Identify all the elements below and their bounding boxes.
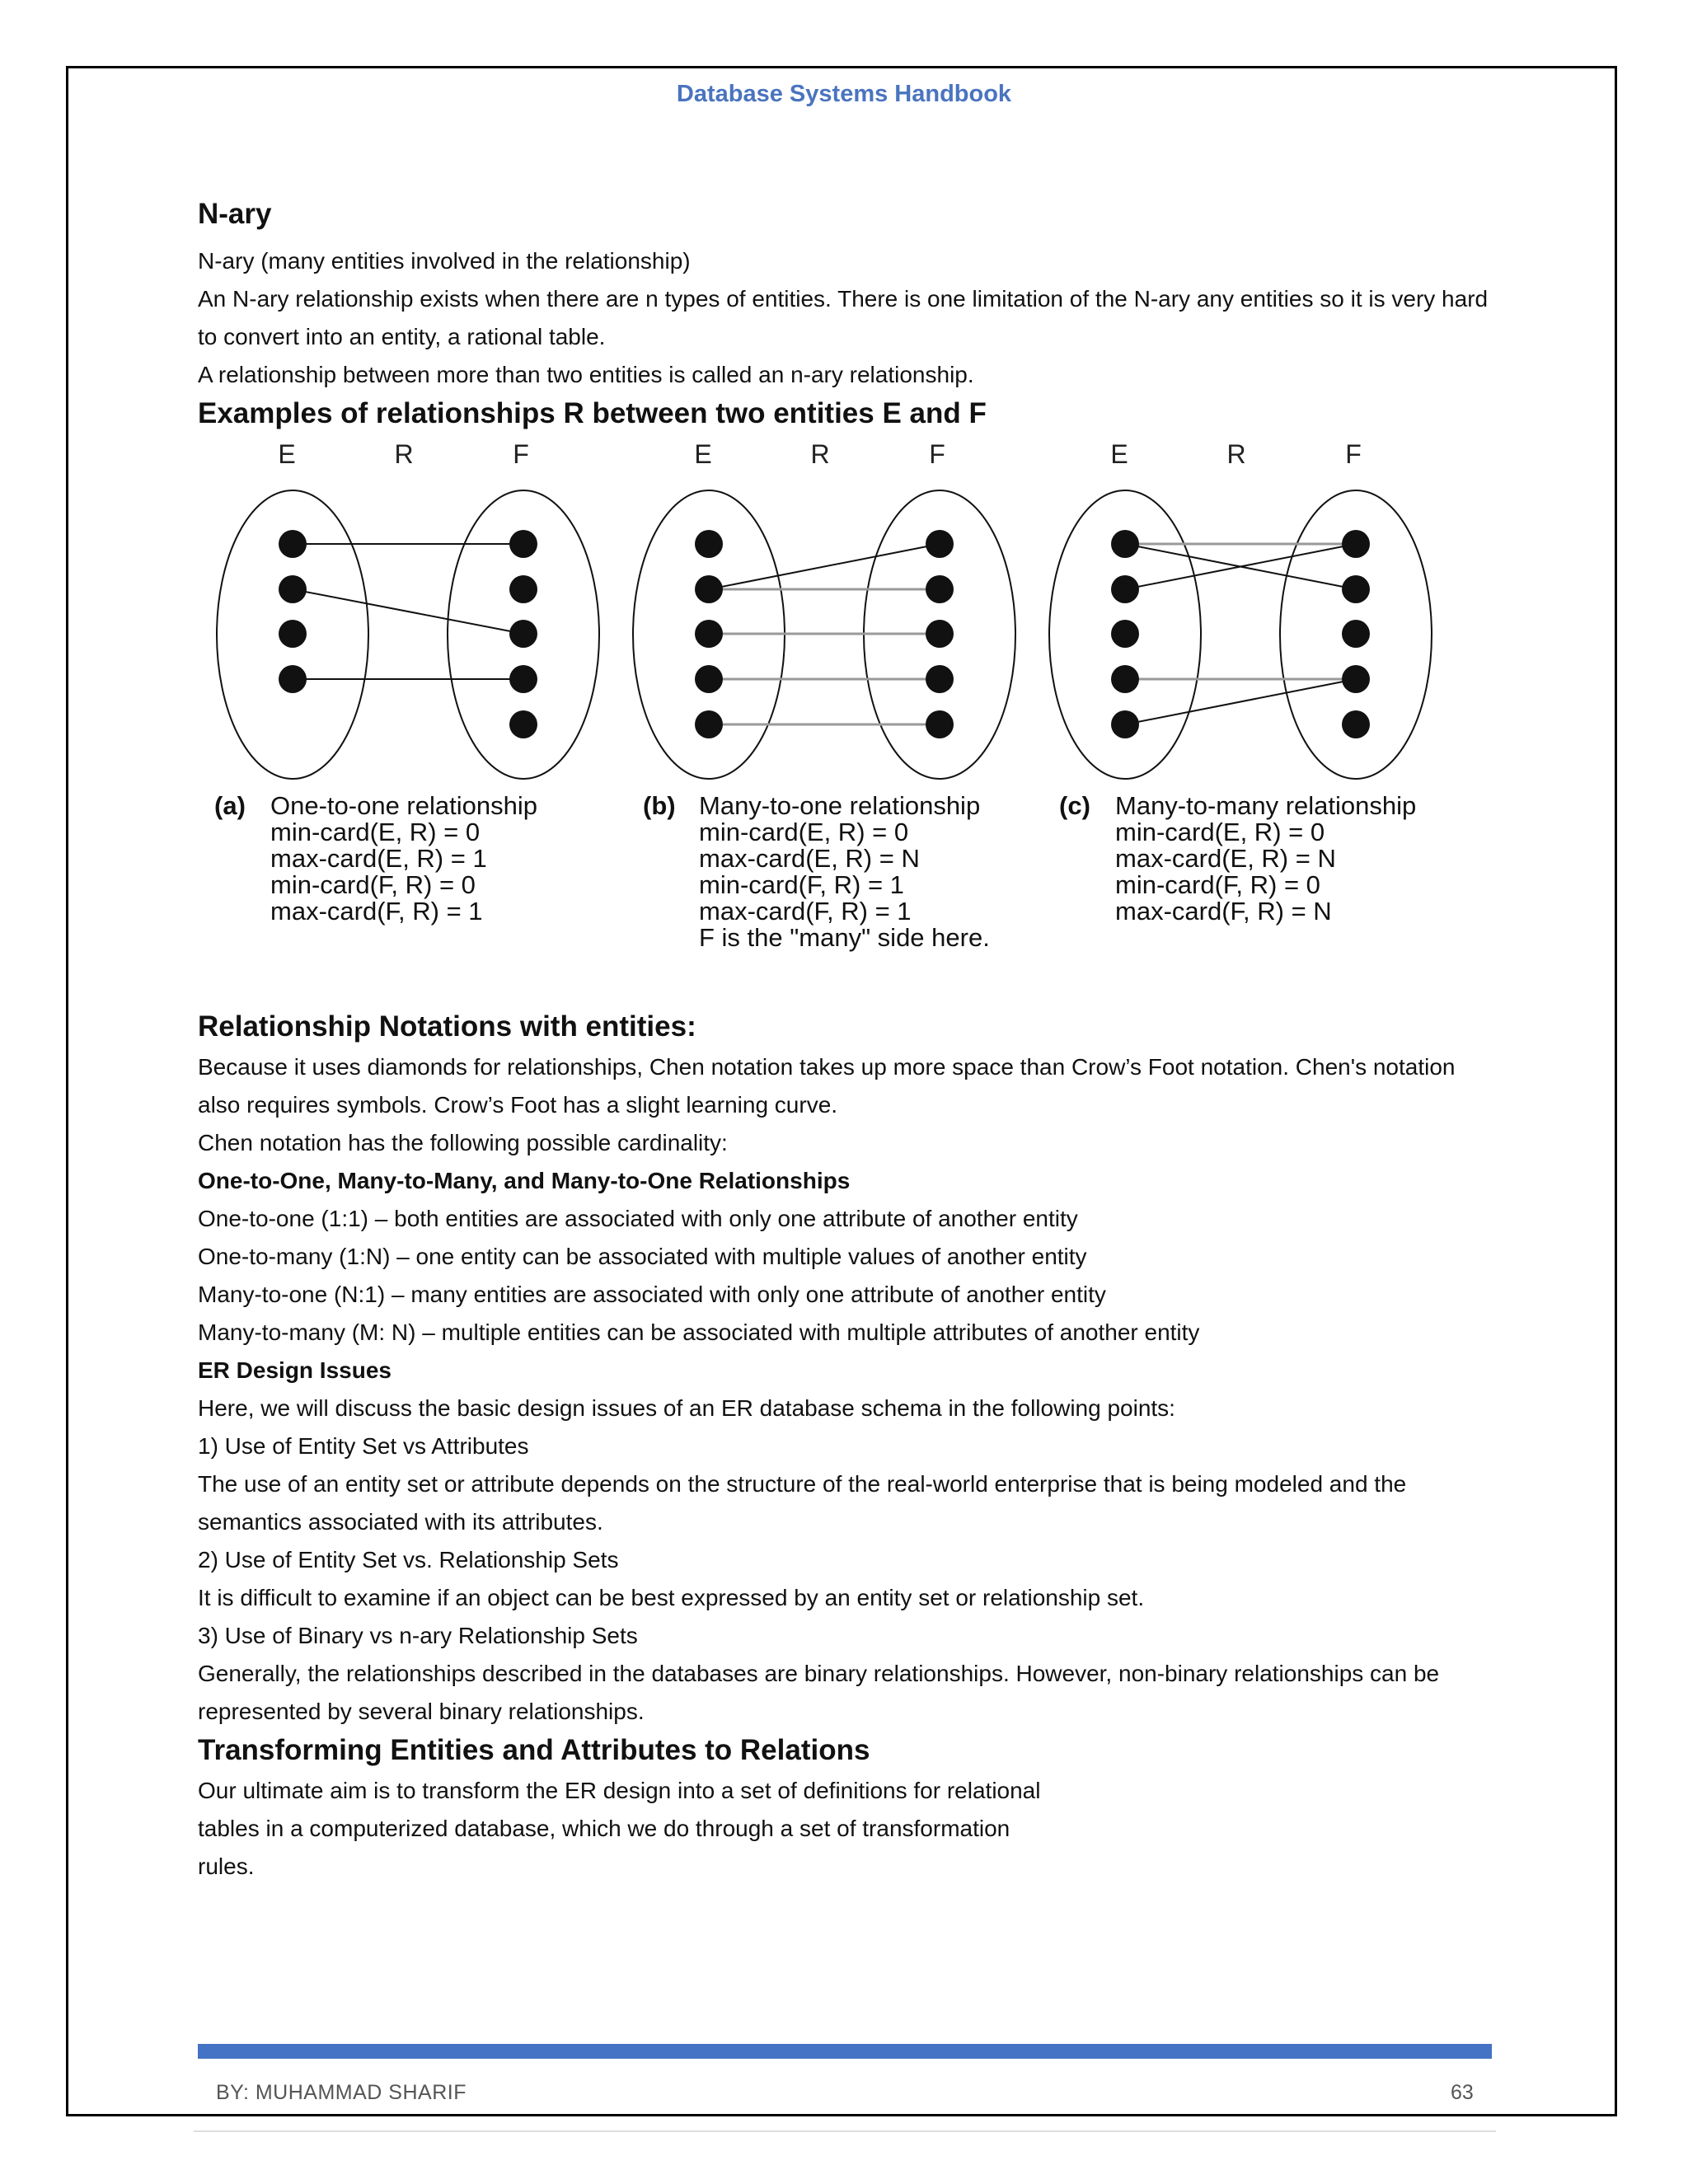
nary-paragraph-1: N-ary (many entities involved in the relationship)	[198, 248, 691, 274]
diagram-label-f: F	[1345, 439, 1362, 469]
er-intro: Here, we will discuss the basic design issues of an ER database schema in the following points:	[198, 1395, 1175, 1421]
transform-line-3: rules.	[198, 1854, 255, 1879]
heading-er-design-issues: ER Design Issues	[198, 1357, 392, 1383]
er-issue-3-text: Generally, the relationships described in the databases are binary relationships. However, non-binary relationships can be represented by several binary relationships.	[198, 1661, 1440, 1724]
diagram-label-r: R	[810, 439, 830, 469]
entity-e-instance	[1111, 530, 1139, 558]
entity-f-instance	[926, 575, 954, 603]
heading-nary: N-ary	[198, 198, 272, 230]
cardinality-one-to-many: One-to-many (1:N) – one entity can be associated with multiple values of another entity	[198, 1244, 1087, 1269]
entity-e-instance	[279, 665, 307, 693]
er-issue-2-text: It is difficult to examine if an object can be best expressed by an entity set or relationship set.	[198, 1585, 1145, 1610]
entity-f-instance	[1342, 530, 1370, 558]
entity-e-instance	[1111, 620, 1139, 648]
entity-e-instance	[279, 620, 307, 648]
heading-transforming: Transforming Entities and Attributes to Relations	[198, 1734, 870, 1766]
entity-e-instance	[695, 530, 723, 558]
relationship-link	[709, 544, 940, 589]
entity-f-instance	[509, 665, 537, 693]
notations-paragraph-2: Chen notation has the following possible cardinality:	[198, 1130, 728, 1155]
caption-tag: (b)	[643, 791, 676, 820]
caption-line: min-card(E, R) = 0	[699, 818, 909, 846]
diagram-label-r: R	[394, 439, 414, 469]
footer-author: BY: MUHAMMAD SHARIF	[216, 2081, 467, 2104]
entity-f-instance	[926, 620, 954, 648]
caption-line: min-card(E, R) = 0	[270, 818, 481, 846]
caption-line: max-card(E, R) = 1	[270, 844, 487, 873]
running-header: Database Systems Handbook	[676, 81, 1012, 107]
er-issue-1-title: 1) Use of Entity Set vs Attributes	[198, 1433, 529, 1459]
transform-line-1: Our ultimate aim is to transform the ER design into a set of definitions for relational	[198, 1778, 1041, 1803]
diagram-label-f: F	[929, 439, 945, 469]
entity-f-instance	[926, 710, 954, 738]
caption-line: F is the "many" side here.	[699, 923, 990, 952]
caption-line: Many-to-many relationship	[1115, 791, 1417, 820]
caption-line: min-card(F, R) = 0	[270, 870, 476, 899]
diagram-label-e: E	[278, 439, 296, 469]
entity-f-instance	[926, 530, 954, 558]
entity-e-instance	[695, 620, 723, 648]
caption-line: One-to-one relationship	[270, 791, 537, 820]
caption-line: min-card(F, R) = 1	[699, 870, 904, 899]
entity-f-instance	[1342, 665, 1370, 693]
cardinality-many-to-many: Many-to-many (M: N) – multiple entities can be associated with multiple attributes of another entity	[198, 1319, 1200, 1345]
entity-e-instance	[1111, 665, 1139, 693]
caption-line: min-card(E, R) = 0	[1115, 818, 1325, 846]
relationship-link	[293, 589, 523, 634]
nary-paragraph-3: A relationship between more than two entities is called an n-ary relationship.	[198, 362, 974, 387]
footer-bar	[198, 2044, 1492, 2059]
caption-line: max-card(F, R) = 1	[699, 897, 912, 926]
cardinality-one-to-one: One-to-one (1:1) – both entities are associated with only one attribute of another entity	[198, 1206, 1078, 1231]
page-number: 63	[1451, 2081, 1474, 2104]
caption-line: min-card(F, R) = 0	[1115, 870, 1320, 899]
nary-paragraph-2: An N-ary relationship exists when there are n types of entities. There is one limitation of the N-ary any entities so it is very hard to convert into an entity, a rational table.	[198, 286, 1489, 349]
transform-line-2: tables in a computerized database, which we do through a set of transformation	[198, 1816, 1010, 1841]
er-issue-1-text: The use of an entity set or attribute depends on the structure of the real-world enterprise that is being modeled and the semantics associated with its attributes.	[198, 1471, 1407, 1535]
entity-f-instance	[1342, 710, 1370, 738]
entity-f-instance	[1342, 575, 1370, 603]
entity-f-instance	[509, 575, 537, 603]
entity-e-instance	[1111, 575, 1139, 603]
cardinality-heading: One-to-One, Many-to-Many, and Many-to-One Relationships	[198, 1168, 851, 1193]
diagram-label-f: F	[513, 439, 529, 469]
diagram-label-e: E	[694, 439, 712, 469]
diagram-label-r: R	[1226, 439, 1246, 469]
cardinality-many-to-one: Many-to-one (N:1) – many entities are associated with only one attribute of another entity	[198, 1282, 1106, 1307]
entity-e-instance	[695, 575, 723, 603]
entity-f-instance	[1342, 620, 1370, 648]
page-content	[198, 198, 1500, 1886]
caption-line: max-card(E, R) = N	[1115, 844, 1336, 873]
er-issue-2-title: 2) Use of Entity Set vs. Relationship Sets	[198, 1547, 619, 1572]
caption-tag: (c)	[1059, 791, 1090, 820]
entity-f-instance	[509, 530, 537, 558]
bottom-rule	[194, 2130, 1496, 2132]
notations-paragraph-1: Because it uses diamonds for relationships, Chen notation takes up more space than Crow’s Foot notation. Chen's notation also requires symbols. Crow’s Foot has a slight learning curve.	[198, 1054, 1456, 1118]
heading-examples: Examples of relationships R between two entities E and F	[198, 397, 987, 429]
entity-e-instance	[695, 665, 723, 693]
caption-line: max-card(F, R) = 1	[270, 897, 483, 926]
entity-e-instance	[695, 710, 723, 738]
er-issue-3-title: 3) Use of Binary vs n-ary Relationship Sets	[198, 1623, 638, 1648]
entity-e-instance	[279, 575, 307, 603]
heading-notations: Relationship Notations with entities:	[198, 1010, 696, 1043]
entity-e-instance	[279, 530, 307, 558]
entity-f-instance	[509, 620, 537, 648]
caption-tag: (a)	[214, 791, 246, 820]
caption-line: Many-to-one relationship	[699, 791, 981, 820]
relationship-link	[1125, 679, 1356, 724]
entity-f-instance	[926, 665, 954, 693]
caption-line: max-card(E, R) = N	[699, 844, 920, 873]
caption-line: max-card(F, R) = N	[1115, 897, 1332, 926]
relationship-figure	[214, 438, 1442, 1007]
entity-e-instance	[1111, 710, 1139, 738]
diagram-label-e: E	[1110, 439, 1128, 469]
entity-f-instance	[509, 710, 537, 738]
